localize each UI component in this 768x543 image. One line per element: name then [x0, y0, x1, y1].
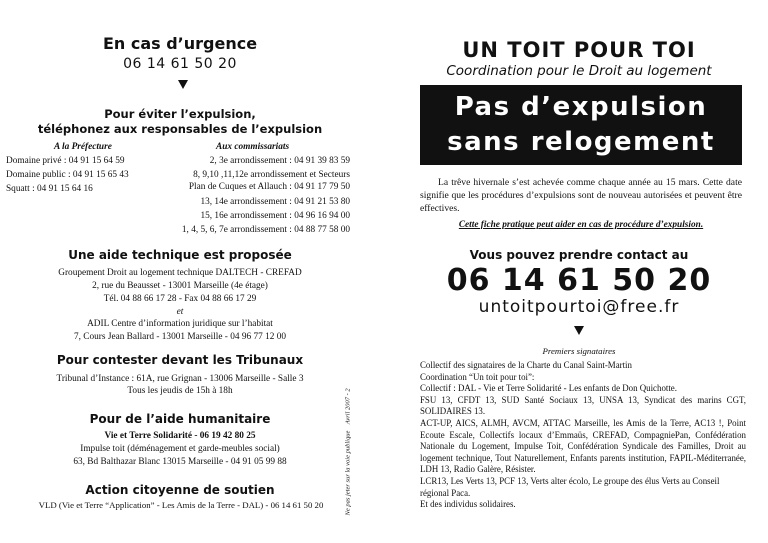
intro-text: La trêve hivernale s’est achevée comme chaque année au 15 mars. Cette date signifie que les procédures d’expulsions sont de nouveau autorisées et peuvent être effectives. [420, 177, 742, 214]
urgence-phone: 06 14 61 50 20 [123, 56, 237, 72]
humanitaire-line: Impulse toit (déménagement et garde-meubles social) [80, 444, 280, 454]
commissariat-line: 15, 16e arrondissement : 04 96 16 94 00 [200, 211, 350, 221]
commissariat-line: 13, 14e arrondissement : 04 91 21 53 80 [200, 197, 350, 207]
contact-phone: 06 14 61 50 20 [446, 263, 712, 298]
down-arrow-icon [574, 326, 584, 335]
expulsion-title-2: téléphonez aux responsables de l’expulsion [37, 122, 323, 136]
aide-technique-line: Tél. 04 88 66 17 28 - Fax 04 88 66 17 29 [103, 294, 257, 304]
right-panel [410, 0, 768, 543]
aide-technique-line: Groupement Droit au logement technique DALTECH - CREFAD [58, 268, 302, 278]
signataire-line: Et des individus solidaires. [420, 499, 516, 510]
vertical-note: Ne pas jeter sur la voie publique Avril 2007 - 2 [344, 388, 352, 516]
humanitaire-line: 63, Bd Balthazar Blanc 13015 Marseille - 04 91 05 99 88 [73, 457, 287, 467]
humanitaire-line: Vie et Terre Solidarité - 06 19 42 80 25 [104, 431, 256, 441]
signataire-line: Collectif : DAL - Vie et Terre Solidarité - Les enfants de Don Quichotte. [420, 383, 677, 394]
aide-technique-line: 7, Cours Jean Ballard - 13001 Marseille - 04 96 77 12 00 [74, 332, 286, 342]
tribunaux-title: Pour contester devant les Tribunaux [56, 353, 304, 367]
commissariat-line: 1, 4, 5, 6, 7e arrondissement : 04 88 77 58 00 [181, 225, 350, 235]
commissariat-line: 2, 3e arrondissement : 04 91 39 83 59 [209, 156, 350, 166]
contact-title: Vous pouvez prendre contact au [469, 248, 689, 262]
commissariats-heading: Aux commissariats [216, 142, 290, 152]
signataire-line: FSU 13, CFDT 13, SUD Santé Sociaux 13, UNSA 13, Syndicat des marins CGT, SOLIDAIRES 13. [420, 394, 746, 417]
signataire-line: LCR13, Les Verts 13, PCF 13, Verts alter écolo, Le groupe des élus Verts au Conseil régional Paca. [420, 475, 720, 498]
tribunaux-line: Tous les jeudis de 15h à 18h [127, 386, 233, 396]
main-subtitle: Coordination pour le Droit au logement [446, 63, 712, 79]
slogan-line-1: Pas d’expulsion [454, 92, 708, 122]
expulsion-title-1: Pour éviter l’expulsion, [104, 107, 256, 121]
signataire-line: Collectif des signataires de la Charte du Canal Saint-Martin [420, 360, 632, 370]
signataires-list [420, 360, 746, 511]
commissariat-line: Plan de Cuques et Allauch : 04 91 17 79 50 [188, 182, 350, 192]
signataire-line: Coordination “Un toit pour toi”: [420, 371, 535, 382]
humanitaire-title: Pour de l’aide humanitaire [89, 412, 271, 426]
slogan-line-2: sans relogement [447, 127, 715, 157]
slogan-banner [420, 85, 742, 165]
commissariat-line: 8, 9,10 ,11,12e arrondissement et Secteurs [193, 170, 350, 180]
down-arrow-icon [178, 80, 188, 89]
aide-technique-line: 2, rue du Beausset - 13001 Marseille (4e étage) [92, 281, 268, 291]
aide-technique-title: Une aide technique est proposée [68, 248, 292, 262]
citoyenne-line: VLD (Vie et Terre “Application” - Les Amis de la Terre - DAL) - 06 14 61 50 20 [38, 500, 324, 510]
signataire-line: ACT-UP, AICS, ALMH, AVCM, ATTAC Marseille, les Amis de la Terre, AC13 !, Point Ecoute Escale, Collectifs locaux d’Emmaüs, CREFAD, CompagniePan, Confédération Nationale du Logement, Impulse Toit, Confédération Syndicale des Familles, Droit au logement technique, Tout Naturellement, Enfants parents institution, FAPIL-Méditerranée, LDH 13, Radio Galère, Résister. [420, 417, 746, 475]
tribunaux-line: Tribunal d’Instance : 61A, rue Grignan - 13006 Marseille - Salle 3 [56, 374, 304, 384]
prefecture-line: Domaine privé : 04 91 15 64 59 [6, 156, 125, 166]
fiche-note: Cette fiche pratique peut aider en cas de procédure d’expulsion. [458, 220, 704, 230]
prefecture-line: Squatt : 04 91 15 64 16 [6, 184, 93, 194]
main-title: UN TOIT POUR TOI [462, 38, 696, 62]
contact-email[interactable]: untoitpourtoi@free.fr [478, 297, 680, 317]
urgence-title: En cas d’urgence [102, 34, 258, 53]
aide-technique-line: et [176, 307, 184, 317]
signataires-heading: Premiers signataires [542, 346, 616, 356]
prefecture-line: Domaine public : 04 91 15 65 43 [6, 170, 129, 180]
citoyenne-title: Action citoyenne de soutien [85, 483, 275, 497]
prefecture-heading: A la Préfecture [54, 142, 112, 152]
aide-technique-line: ADIL Centre d’information juridique sur l’habitat [87, 319, 273, 329]
